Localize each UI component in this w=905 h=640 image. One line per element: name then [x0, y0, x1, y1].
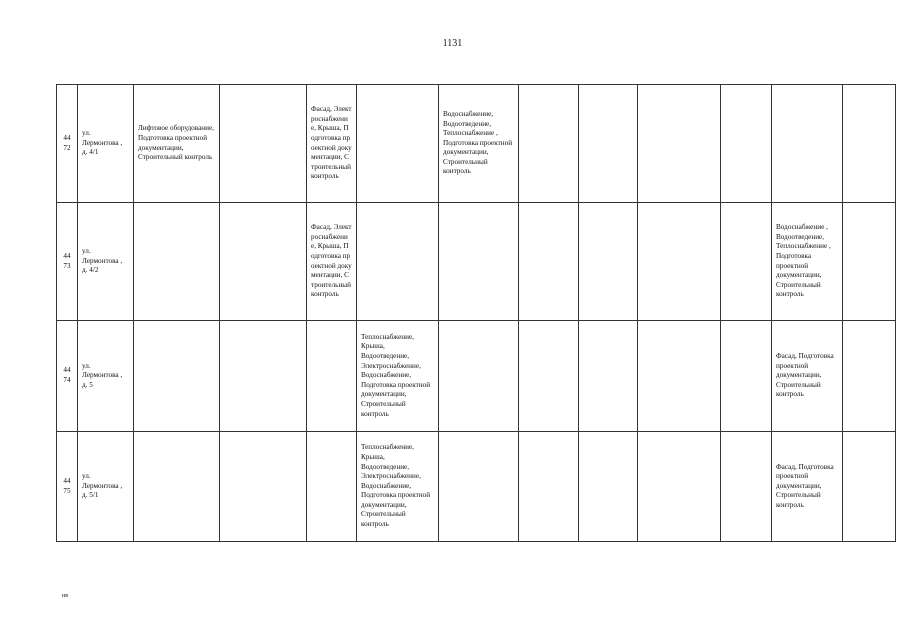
- address-cell: ул. Лермонтова , д. 5: [78, 321, 134, 432]
- works-cell: Фасад, Электроснабжение, Крыша, Подготовка проектной документации, Строительный контроль: [307, 85, 357, 203]
- works-cell: Фасад, Подготовка проектной документации, Строительный контроль: [772, 321, 843, 432]
- footer-mark: нв: [62, 593, 69, 599]
- row-number: 44 72: [57, 85, 78, 203]
- empty-cell: [519, 85, 579, 203]
- works-cell: [134, 203, 220, 321]
- row-number: 44 73: [57, 203, 78, 321]
- empty-cell: [721, 203, 772, 321]
- empty-cell: [638, 321, 721, 432]
- empty-cell: [220, 321, 307, 432]
- address-cell: ул. Лермонтова , д. 5/1: [78, 432, 134, 542]
- works-cell: Водоснабжение, Водоотведение, Теплоснабжение , Подготовка проектной документации, Строительный контроль: [439, 85, 519, 203]
- empty-cell: [579, 85, 638, 203]
- works-cell: Теплоснабжение, Крыша, Водоотведение, Электроснабжение, Водоснабжение, Подготовка проектной документации, Строительный контроль: [357, 321, 439, 432]
- table-row: [57, 203, 896, 321]
- table-row: [57, 432, 896, 542]
- empty-cell: [843, 203, 896, 321]
- empty-cell: [220, 203, 307, 321]
- works-cell: [357, 85, 439, 203]
- empty-cell: [579, 321, 638, 432]
- works-cell: [772, 85, 843, 203]
- empty-cell: [638, 432, 721, 542]
- empty-cell: [519, 432, 579, 542]
- address-cell: ул. Лермонтова , д. 4/1: [78, 85, 134, 203]
- works-cell: [439, 321, 519, 432]
- empty-cell: [843, 321, 896, 432]
- empty-cell: [638, 85, 721, 203]
- works-cell: [439, 203, 519, 321]
- empty-cell: [519, 203, 579, 321]
- works-cell: Водоснабжение , Водоотведение, Теплоснабжение , Подготовка проектной документации, Строительный контроль: [772, 203, 843, 321]
- works-cell: [307, 321, 357, 432]
- empty-cell: [519, 321, 579, 432]
- works-cell: Фасад, Электроснабжение, Крыша, Подготовка проектной документации, Строительный контроль: [307, 203, 357, 321]
- empty-cell: [220, 432, 307, 542]
- row-number: 44 74: [57, 321, 78, 432]
- empty-cell: [721, 321, 772, 432]
- table-row: [57, 321, 896, 432]
- works-cell: [439, 432, 519, 542]
- row-number: 44 75: [57, 432, 78, 542]
- table-row: [57, 85, 896, 203]
- empty-cell: [843, 432, 896, 542]
- works-cell: [357, 203, 439, 321]
- works-cell: Теплоснабжение, Крыша, Водоотведение, Электроснабжение, Водоснабжение, Подготовка проектной документации, Строительный контроль: [357, 432, 439, 542]
- capital-repair-table: [56, 84, 896, 542]
- works-cell: Лифтовое оборудование, Подготовка проектной документации, Строительный контроль: [134, 85, 220, 203]
- empty-cell: [721, 85, 772, 203]
- address-cell: ул. Лермонтова , д. 4/2: [78, 203, 134, 321]
- empty-cell: [638, 203, 721, 321]
- empty-cell: [220, 85, 307, 203]
- empty-cell: [579, 203, 638, 321]
- works-cell: [134, 321, 220, 432]
- works-cell: Фасад, Подготовка проектной документации, Строительный контроль: [772, 432, 843, 542]
- page-number: 1131: [442, 38, 463, 49]
- empty-cell: [721, 432, 772, 542]
- empty-cell: [843, 85, 896, 203]
- empty-cell: [579, 432, 638, 542]
- works-cell: [307, 432, 357, 542]
- works-cell: [134, 432, 220, 542]
